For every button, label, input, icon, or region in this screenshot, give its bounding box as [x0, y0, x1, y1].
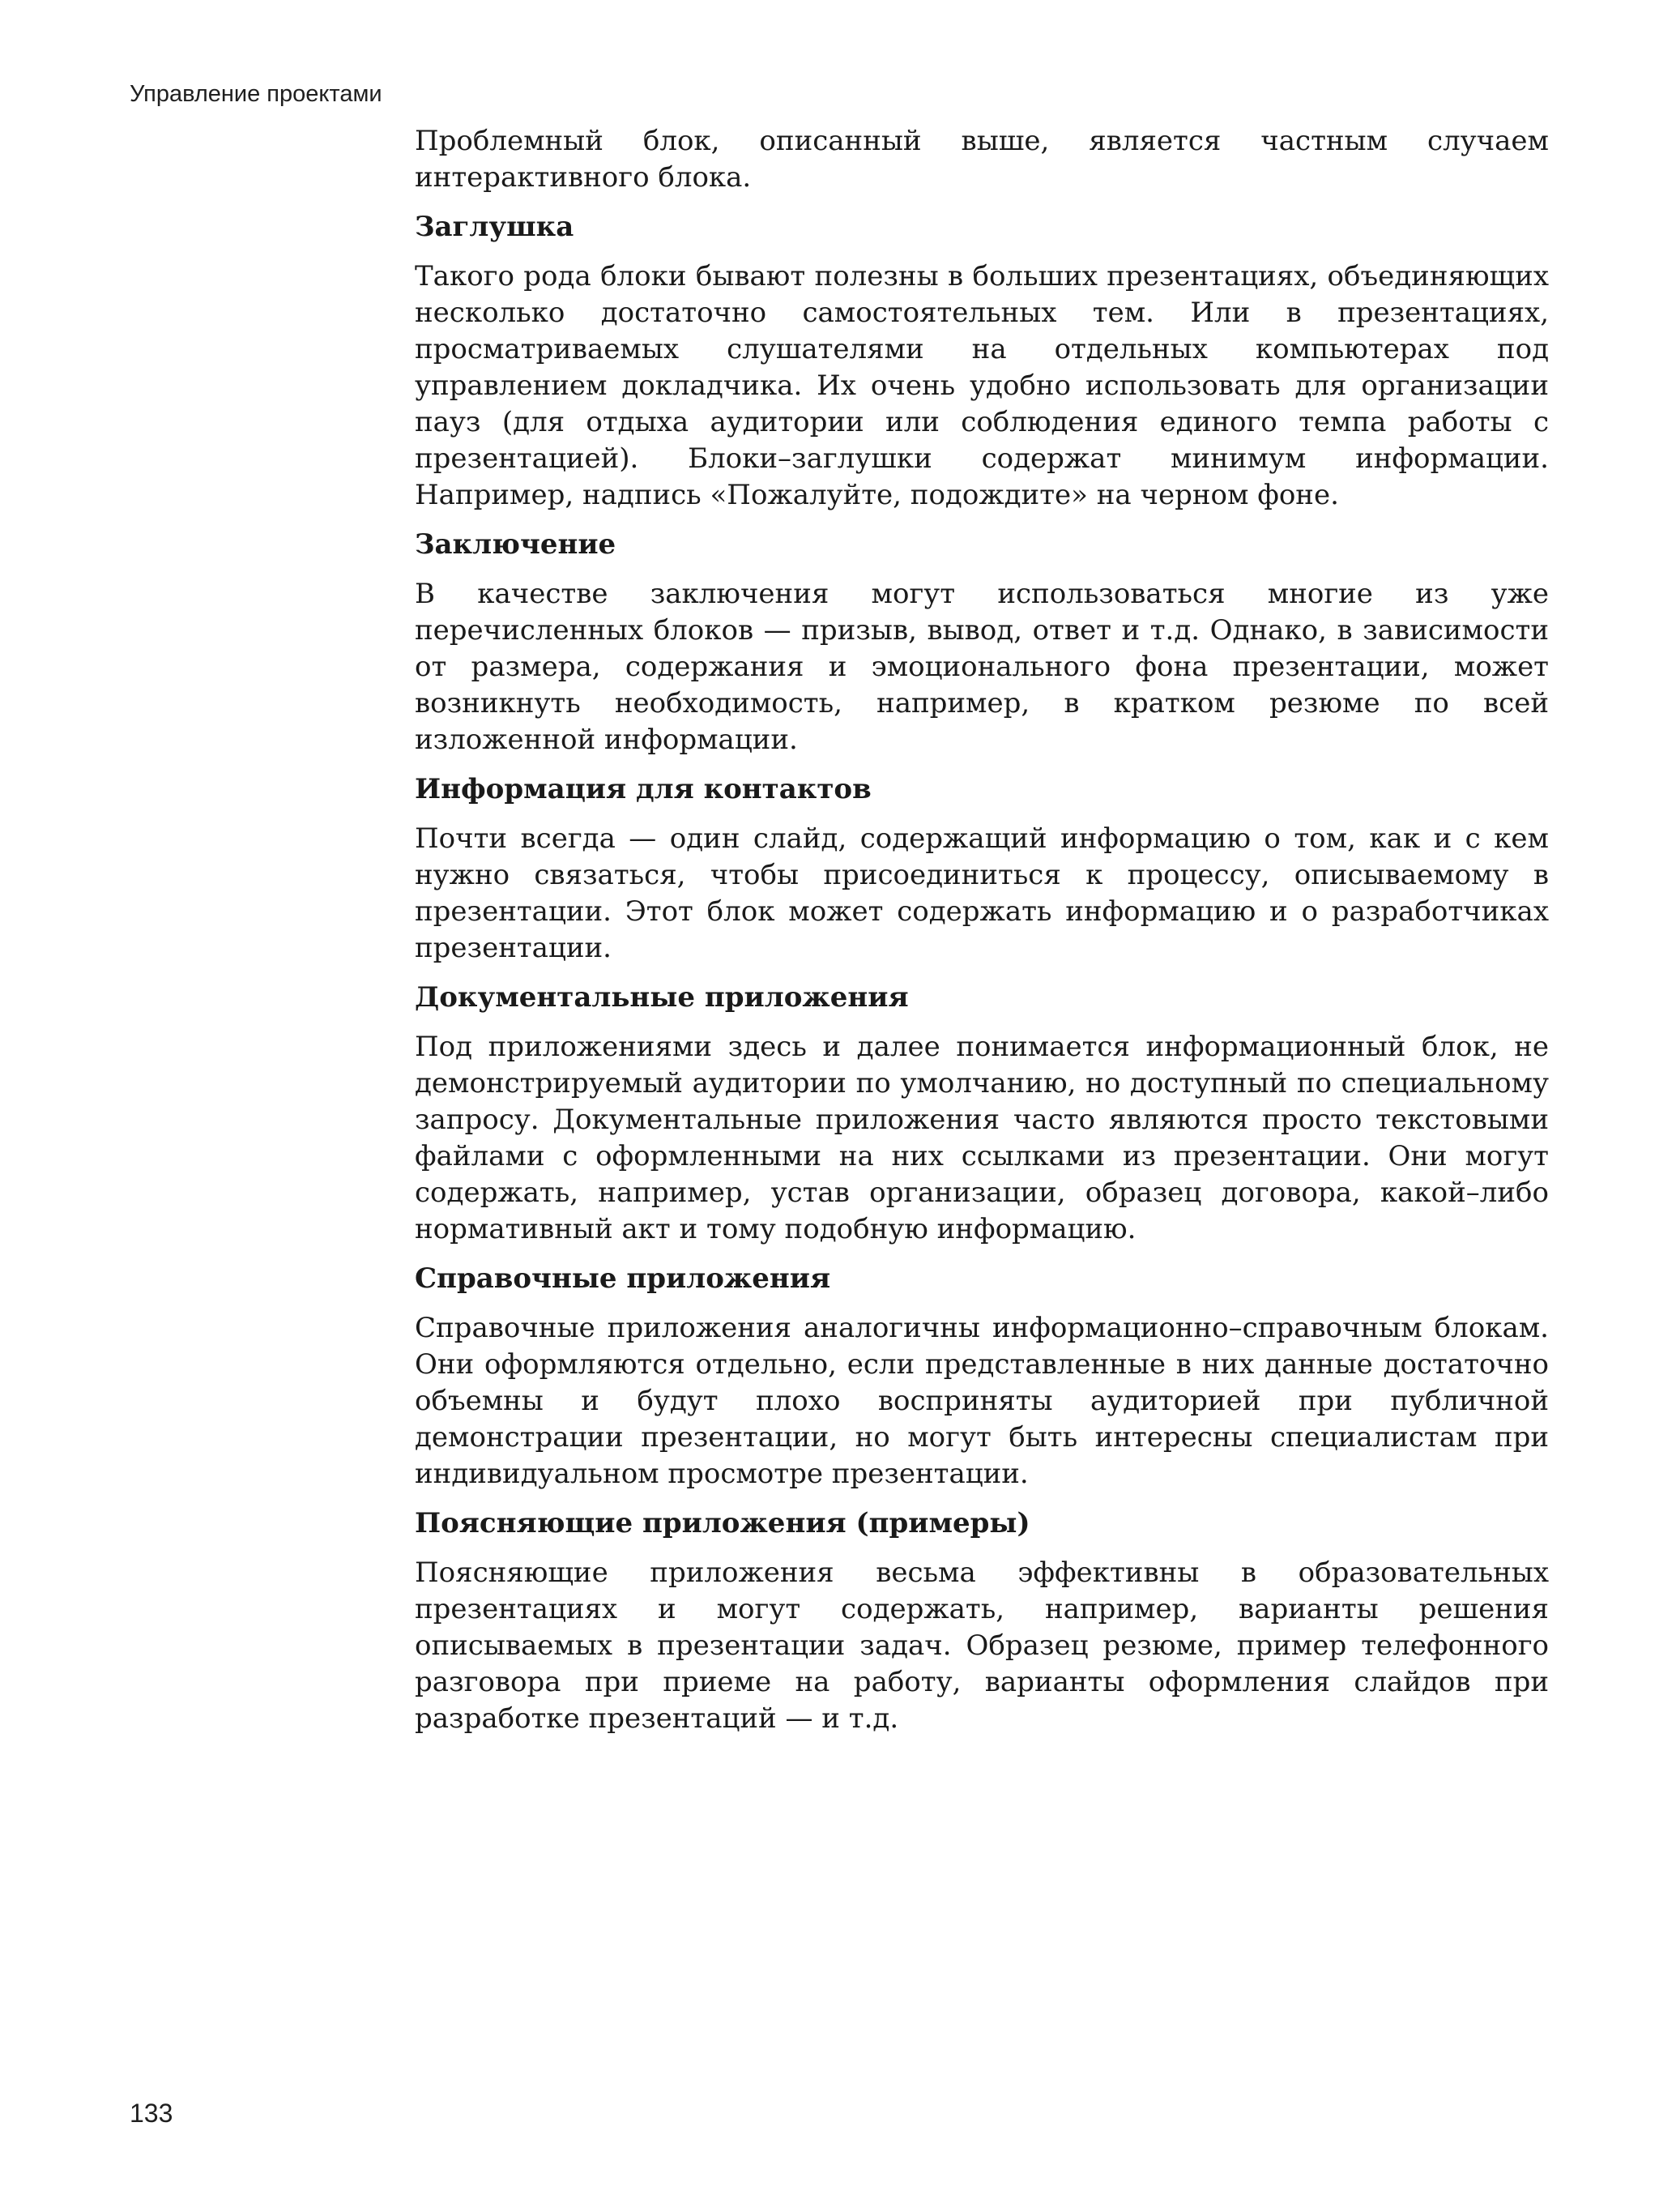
section-heading-explanatory-appendices: Поясняющие приложения (примеры) — [415, 1507, 1030, 1539]
section-text-placeholder: Такого рода блоки бывают полезны в больших презентациях, объединяющих несколько достаточно самостоятельных тем. Или в презентациях, просматриваемых слушателями на отдельных компьютерах под управлением докладчика. Их очень удобно использовать для организации пауз (для отдыха аудитории или соблюдения единого темпа работы с презентацией). Блоки–заглушки содержат минимум информации. Например, надпись «Пожалуйте, подождите» на черном фоне. — [415, 260, 1549, 511]
section-text-explanatory-appendices: Поясняющие приложения весьма эффективны в образовательных презентациях и могут содержать, например, варианты решения описываемых в презентации задач. Образец резюме, пример телефонного разговора при приеме на работу, варианты оформления слайдов при разработке презентаций — и т.д. — [415, 1557, 1549, 1735]
running-head: Управление проектами — [130, 81, 382, 107]
section-text-conclusion: В качестве заключения могут использоваться многие из уже перечисленных блоков — призыв, вывод, ответ и т.д. Однако, в зависимости от размера, содержания и эмоционального фона презентации, может возникнуть необходимость, например, в кратком резюме по всей изложенной информации. — [415, 578, 1549, 756]
section-heading-documentary-appendices: Документальные приложения — [415, 981, 909, 1014]
section-heading-conclusion: Заключение — [415, 528, 616, 561]
section-heading-placeholder: Заглушка — [415, 211, 574, 243]
section-text-reference-appendices: Справочные приложения аналогичны информационно–справочным блокам. Они оформляются отдельно, если представленные в них данные достаточно объемны и будут плохо восприняты аудиторией при публичной демонстрации презентации, но могут быть интересны специалистам при индивидуальном просмотре презентации. — [415, 1312, 1549, 1490]
section-heading-contacts: Информация для контактов — [415, 773, 872, 805]
intro-paragraph: Проблемный блок, описанный выше, является частным случаем интерактивного блока. — [415, 125, 1549, 194]
section-heading-reference-appendices: Справочные приложения — [415, 1262, 831, 1295]
section-text-contacts: Почти всегда — один слайд, содержащий информацию о том, как и с кем нужно связаться, чтобы присоединиться к процессу, описываемому в презентации. Этот блок может содержать информацию и о разработчиках презентации. — [415, 822, 1549, 964]
page-number: 133 — [130, 2099, 173, 2128]
page-body — [415, 123, 1549, 1750]
section-text-documentary-appendices: Под приложениями здесь и далее понимается информационный блок, не демонстрируемый аудитории по умолчанию, но доступный по специальному запросу. Документальные приложения часто являются просто текстовыми файлами с оформленными на них ссылками из презентации. Они могут содержать, например, устав организации, образец договора, какой–либо нормативный акт и тому подобную информацию. — [415, 1031, 1549, 1245]
